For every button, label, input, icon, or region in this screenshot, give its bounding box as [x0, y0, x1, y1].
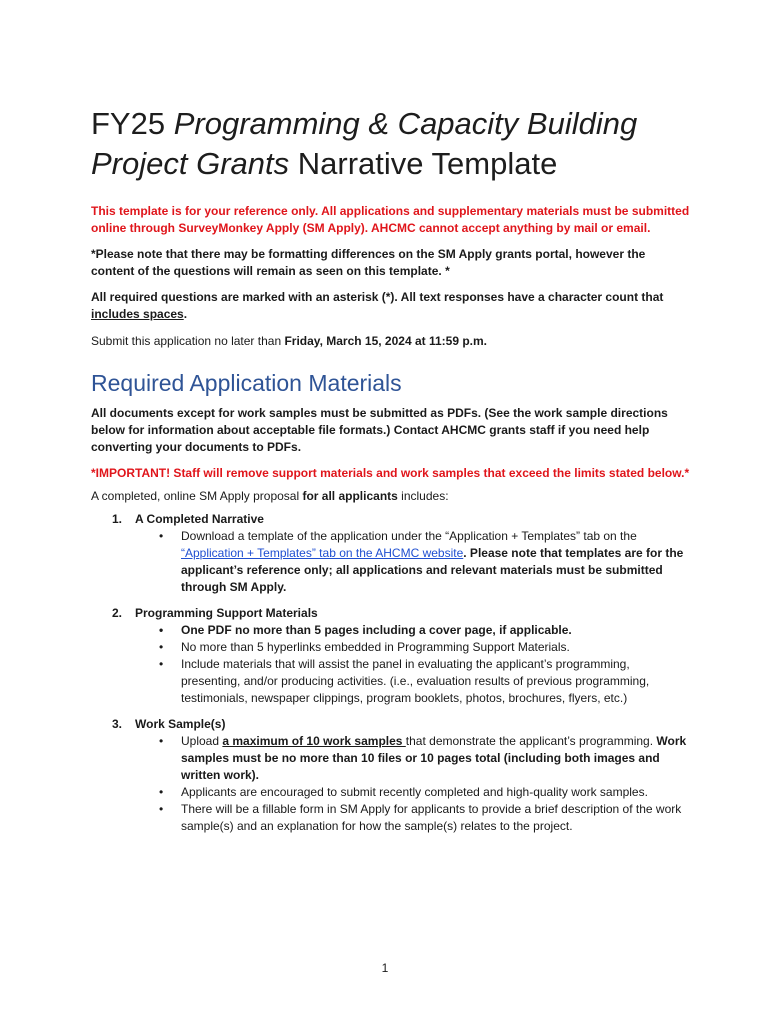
deadline-date: Friday, March 15, 2024 at 11:59 p.m. — [284, 334, 487, 348]
important-note: *IMPORTANT! Staff will remove support materials and work samples that exceed the limits stated below.* — [91, 466, 690, 480]
document-title — [91, 104, 691, 184]
deadline-line: Submit this application no later than Friday, March 15, 2024 at 11:59 p.m. — [91, 334, 487, 348]
bullet-item: • Download a template of the application under the “Application + Templates” tab on the “Application + Templates” tab on the AHCMC website. Please note that templates are for the applicant’s reference only; all applications and relevant materials must be submitted through SM Apply. — [135, 528, 691, 596]
item-title: A Completed Narrative — [135, 512, 264, 526]
list-item-completed-narrative: 1. A Completed Narrative • Download a template of the application under the “Application + Templates” tab on the “Application + Templates” tab on the AHCMC website. Please note that templates are for the applicant’s reference only; all applications and relevant materials must be submitted through SM Apply. — [91, 511, 691, 596]
page-number: 1 — [381, 961, 389, 975]
required-questions-note: All required questions are marked with an asterisk (*). All text responses have a character count that includes spaces. — [91, 290, 664, 321]
page-content — [91, 104, 691, 835]
reference-only-notice: This template is for your reference only. All applications and supplementary materials must be submitted online through SurveyMonkey Apply (SM Apply). AHCMC cannot accept anything by mail or email. — [91, 204, 690, 235]
section-heading: Required Application Materials — [91, 370, 402, 396]
materials-list — [91, 511, 691, 835]
formatting-note: *Please note that there may be formatting differences on the SM Apply grants portal, however the content of the questions will remain as seen on this template. * — [91, 247, 646, 278]
bullet-item: • There will be a fillable form in SM Apply for applicants to provide a brief description of the work sample(s) and an explanation for how the sample(s) relates to the project. — [135, 801, 691, 835]
title-italic: Programming & Capacity Building Project Grants — [91, 106, 638, 181]
bullet-item: • One PDF no more than 5 pages including a cover page, if applicable. — [135, 622, 691, 639]
intro-line: A completed, online SM Apply proposal for all applicants includes: — [91, 489, 449, 503]
pdf-requirement-note: All documents except for work samples must be submitted as PDFs. (See the work sample directions below for information about acceptable file formats.) Contact AHCMC grants staff if you need help converting your documents to PDFs. — [91, 406, 668, 454]
item-title: Programming Support Materials — [135, 606, 318, 620]
title-suffix: Narrative Template — [289, 146, 558, 181]
ahcmc-website-link[interactable]: “Application + Templates” tab on the AHCMC website — [181, 546, 464, 560]
bullet-item: • Applicants are encouraged to submit recently completed and high-quality work samples. — [135, 784, 691, 801]
includes-spaces-underlined: includes spaces — [91, 307, 184, 321]
item-title: Work Sample(s) — [135, 717, 226, 731]
list-item-programming-support: 2. Programming Support Materials • One PDF no more than 5 pages including a cover page, if applicable. • No more than 5 hyperlinks embedded in Programming Support Materials. • Include materials that will assist the panel in evaluating the applicant’s programming, presenting, and/or producing activities. (i.e., evaluation results of previous programming, testimonials, newspaper clippings, program booklets, photos, brochures, flyers, etc.) — [91, 605, 691, 707]
title-prefix: FY25 — [91, 106, 174, 141]
bullet-item: • Upload a maximum of 10 work samples that demonstrate the applicant’s programming. Work samples must be no more than 10 files or 10 pages total (including both images and written work). — [135, 733, 691, 784]
list-item-work-samples: 3. Work Sample(s) • Upload a maximum of 10 work samples that demonstrate the applicant’s programming. Work samples must be no more than 10 files or 10 pages total (including both images and written work). • Applicants are encouraged to submit recently completed and high-quality work samples. • There will be a fillable form in SM Apply for applicants to provide a brief description of the work sample(s) and an explanation for how the sample(s) relates to the project. — [91, 716, 691, 835]
bullet-item: • No more than 5 hyperlinks embedded in Programming Support Materials. — [135, 639, 691, 656]
bullet-item: • Include materials that will assist the panel in evaluating the applicant’s programming, presenting, and/or producing activities. (i.e., evaluation results of previous programming, testimonials, newspaper clippings, program booklets, photos, brochures, flyers, etc.) — [135, 656, 691, 707]
